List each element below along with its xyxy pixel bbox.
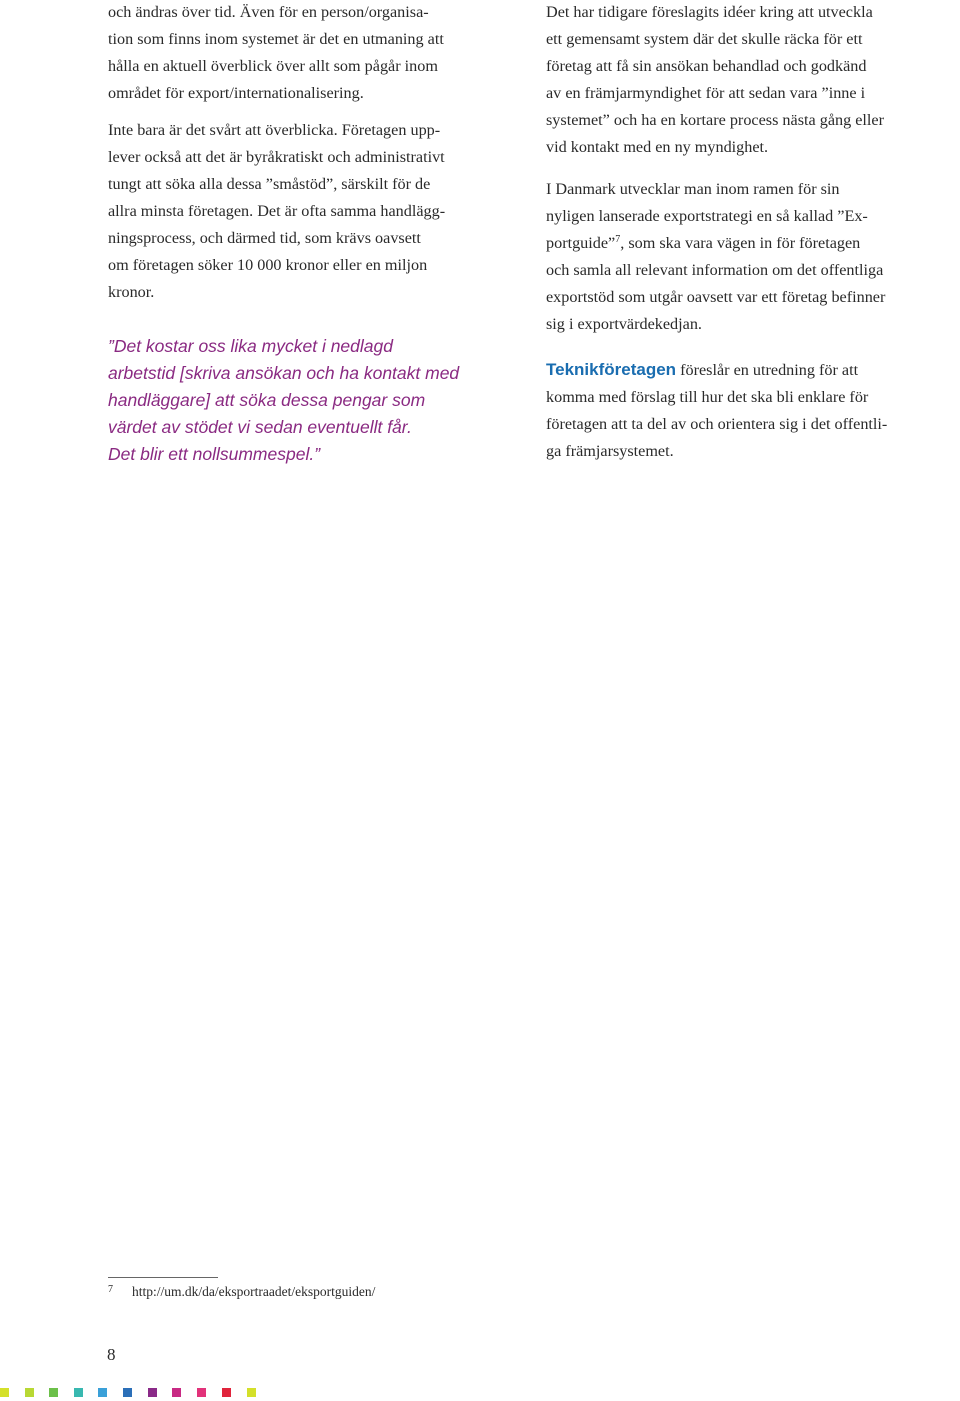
text-line: området för export/internationalisering. (108, 84, 364, 102)
footnote-divider (108, 1277, 218, 1278)
quote-line: handläggare] att söka dessa pengar som (108, 390, 426, 410)
text-line: I Danmark utvecklar man inom ramen för sin (546, 180, 840, 198)
page-number: 8 (107, 1345, 116, 1364)
text-line: systemet” och ha en kortare process nästa gång eller (546, 111, 885, 129)
text-line: tungt att söka alla dessa ”småstöd”, särskilt för de (108, 175, 431, 193)
quote-line: Det blir ett nollsummespel.” (108, 444, 321, 464)
right-paragraph-2 (546, 176, 885, 338)
text-line: vid kontakt med en ny myndighet. (546, 138, 769, 156)
left-paragraph-1 (108, 0, 444, 107)
text-line: och samla all relevant information om det offentliga (546, 261, 884, 279)
text-fragment: föreslår en utredning för att (676, 361, 859, 379)
right-paragraph-1 (546, 0, 884, 161)
color-square (247, 1388, 256, 1397)
text-line: av en främjarmyndighet för att sedan vara ”inne i (546, 84, 866, 102)
text-line: exportstöd som utgår oavsett var ett företag befinner (546, 288, 886, 306)
color-square (123, 1388, 132, 1397)
text-line: hålla en aktuell överblick över allt som pågår inom (108, 57, 438, 75)
text-line: tion som finns inom systemet är det en utmaning att (108, 30, 444, 48)
text-line: och ändras över tid. Även för en person/organisa- (108, 3, 429, 21)
color-square (25, 1388, 34, 1397)
text-fragment: portguide” (546, 234, 616, 252)
left-paragraph-2 (108, 117, 445, 306)
quote-line: arbetstid [skriva ansökan och ha kontakt med (108, 363, 460, 383)
text-line: kronor. (108, 283, 155, 301)
text-fragment: , som ska vara vägen in för företagen (620, 234, 861, 252)
text-line: sig i exportvärdekedjan. (546, 315, 702, 333)
text-line: företag att få sin ansökan behandlad och godkänd (546, 57, 867, 75)
text-line: lever också att det är byråkratiskt och administrativt (108, 148, 445, 166)
footnote-link[interactable]: http://um.dk/da/eksportraadet/eksportguiden/ (132, 1284, 376, 1299)
color-square (148, 1388, 157, 1397)
text-line: ett gemensamt system där det skulle räcka för ett (546, 30, 863, 48)
text-line: Inte bara är det svårt att överblicka. Företagen upp- (108, 121, 441, 139)
text-line: om företagen söker 10 000 kronor eller en miljon (108, 256, 428, 274)
text-line: ga främjarsystemet. (546, 442, 674, 460)
footnote-reference[interactable]: 7 (615, 234, 621, 245)
color-square (74, 1388, 83, 1397)
color-square (98, 1388, 107, 1397)
text-line: komma med förslag till hur det ska bli enklare för (546, 388, 869, 406)
color-square-strip (0, 1388, 960, 1397)
color-square (172, 1388, 181, 1397)
color-square (197, 1388, 206, 1397)
text-line: nyligen lanserade exportstrategi en så kallad ”Ex- (546, 207, 868, 225)
color-square (222, 1388, 231, 1397)
quote-line: värdet av stödet vi sedan eventuellt får. (108, 417, 412, 437)
right-paragraph-3 (546, 356, 887, 465)
text-line: allra minsta företagen. Det är ofta samma handlägg- (108, 202, 446, 220)
quote-line: ”Det kostar oss lika mycket i nedlagd (108, 336, 393, 356)
pull-quote (108, 333, 459, 468)
color-square (49, 1388, 58, 1397)
text-line (546, 230, 885, 257)
brand-name: Teknikföretagen (546, 360, 677, 379)
text-line (546, 356, 887, 384)
text-line: företagen att ta del av och orientera sig i det offentli- (546, 415, 888, 433)
footnote-mark: 7 (108, 1284, 113, 1295)
text-line: ningsprocess, och därmed tid, som krävs oavsett (108, 229, 421, 247)
color-square (0, 1388, 9, 1397)
text-line: Det har tidigare föreslagits idéer kring att utveckla (546, 3, 873, 21)
